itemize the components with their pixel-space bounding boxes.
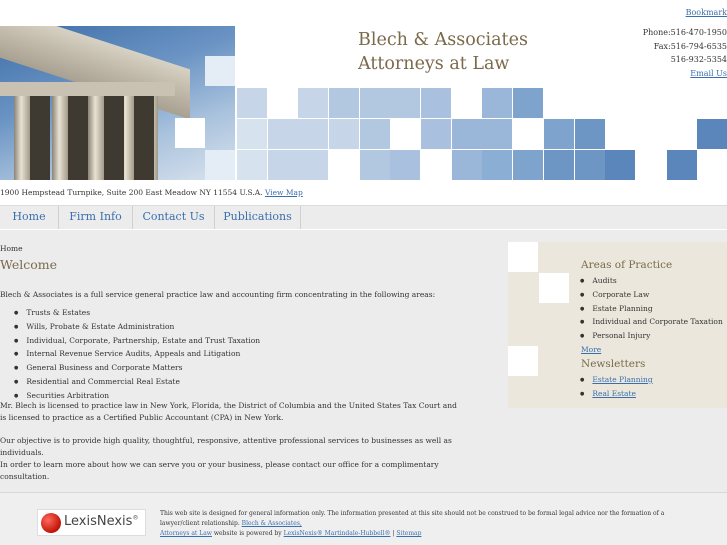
view-map-link[interactable]: View Map (264, 188, 303, 197)
main-content (0, 230, 727, 492)
newsletters-title: Newsletters (581, 358, 646, 370)
street-address: 1900 Hempstead Turnpike, Suite 200 East Meadow NY 11554 U.S.A. (0, 188, 263, 197)
email-us-link[interactable]: Email Us (690, 68, 727, 78)
main-nav (0, 205, 727, 229)
footer-powered-by-link[interactable]: LexisNexis® Martindale-Hubbell® (283, 530, 391, 537)
nav-firm-info[interactable]: Firm Info (59, 206, 133, 229)
site-header (0, 26, 727, 180)
objective-paragraph: Our objective is to provide high quality, thoughtful, responsive, attentive professional services to businesses as well as individuals. (0, 436, 452, 457)
list-item: ● Securities Arbitration (14, 390, 260, 404)
sidebar (508, 242, 727, 408)
list-item: ● Internal Revenue Service Audits, Appeals and Litigation (14, 348, 260, 362)
firm-name-line1: Blech & Associates (358, 30, 528, 50)
intro-text: Blech & Associates is a full service general practice law and accounting firm concentrating in the following areas: (0, 290, 436, 299)
sidebar-areas-list (580, 275, 723, 344)
nav-contact-us[interactable]: Contact Us (133, 206, 215, 229)
lexisnexis-logo-text: LexisNexis® (64, 514, 139, 529)
list-item: ● Audits (580, 275, 723, 289)
list-item: ● Corporate Law (580, 289, 723, 303)
nav-publications[interactable]: Publications (215, 206, 301, 229)
firm-name (358, 28, 528, 76)
list-item: ● Estate Planning (580, 303, 723, 317)
footer-disclaimer: This web site is designed for general information only. The information presented at this site should not be construed to be formal legal advice nor the formation of a lawyer/client relationship. Blech & Associates, Attorneys at Law website is powered by LexisNexis® Martindale-Hubbell® | Sitemap (160, 510, 665, 537)
newsletters-list (580, 374, 653, 402)
lexisnexis-logo-icon (41, 513, 61, 533)
newsletter-real-estate-link[interactable]: Real Estate (592, 388, 636, 398)
footer-sitemap-link[interactable]: Sitemap (396, 530, 422, 537)
list-item: ● Residential and Commercial Real Estate (14, 376, 260, 390)
list-item: ● Individual, Corporate, Partnership, Estate and Trust Taxation (14, 335, 260, 349)
address-line (0, 188, 303, 197)
lexisnexis-logo[interactable] (37, 509, 146, 536)
list-item: ● Individual and Corporate Taxation (580, 316, 723, 330)
nav-home[interactable]: Home (0, 206, 59, 229)
site-footer (0, 492, 727, 545)
list-item: ● Wills, Probate & Estate Administration (14, 321, 260, 335)
more-link[interactable]: More (581, 345, 602, 354)
list-item: ● General Business and Corporate Matters (14, 362, 260, 376)
phone-number: Phone:516-470-1950 (642, 28, 727, 37)
list-item (580, 374, 653, 388)
contact-info (643, 26, 727, 80)
licensing-paragraph: Mr. Blech is licensed to practice law in New York, Florida, the District of Columbia and the United States Tax Court and is licensed to practice as a Certified Public Accountant (CPA) in New York. (0, 401, 457, 422)
newsletter-estate-planning-link[interactable]: Estate Planning (592, 375, 653, 384)
list-item: ● Trusts & Estates (14, 307, 260, 321)
list-item: ● Personal Injury (580, 330, 723, 344)
alt-phone-number: 516-932-5354 (670, 55, 727, 64)
footer-firm-link[interactable]: Blech & Associates, (241, 520, 302, 527)
bookmark-link[interactable]: Bookmark (685, 8, 727, 17)
list-item (580, 388, 653, 402)
footer-attorneys-link[interactable]: Attorneys at Law (160, 530, 212, 537)
courthouse-photo (0, 26, 235, 180)
breadcrumb[interactable]: Home (0, 244, 23, 253)
page-title: Welcome (0, 257, 58, 272)
areas-of-practice-title: Areas of Practice (581, 259, 673, 271)
fax-number: Fax:516-794-6535 (653, 41, 727, 51)
practice-areas-list (14, 307, 260, 404)
consultation-paragraph: In order to learn more about how we can serve you or your business, please contact our office for a complimentary consultation. (0, 460, 439, 481)
firm-name-line2: Attorneys at Law (358, 54, 510, 74)
